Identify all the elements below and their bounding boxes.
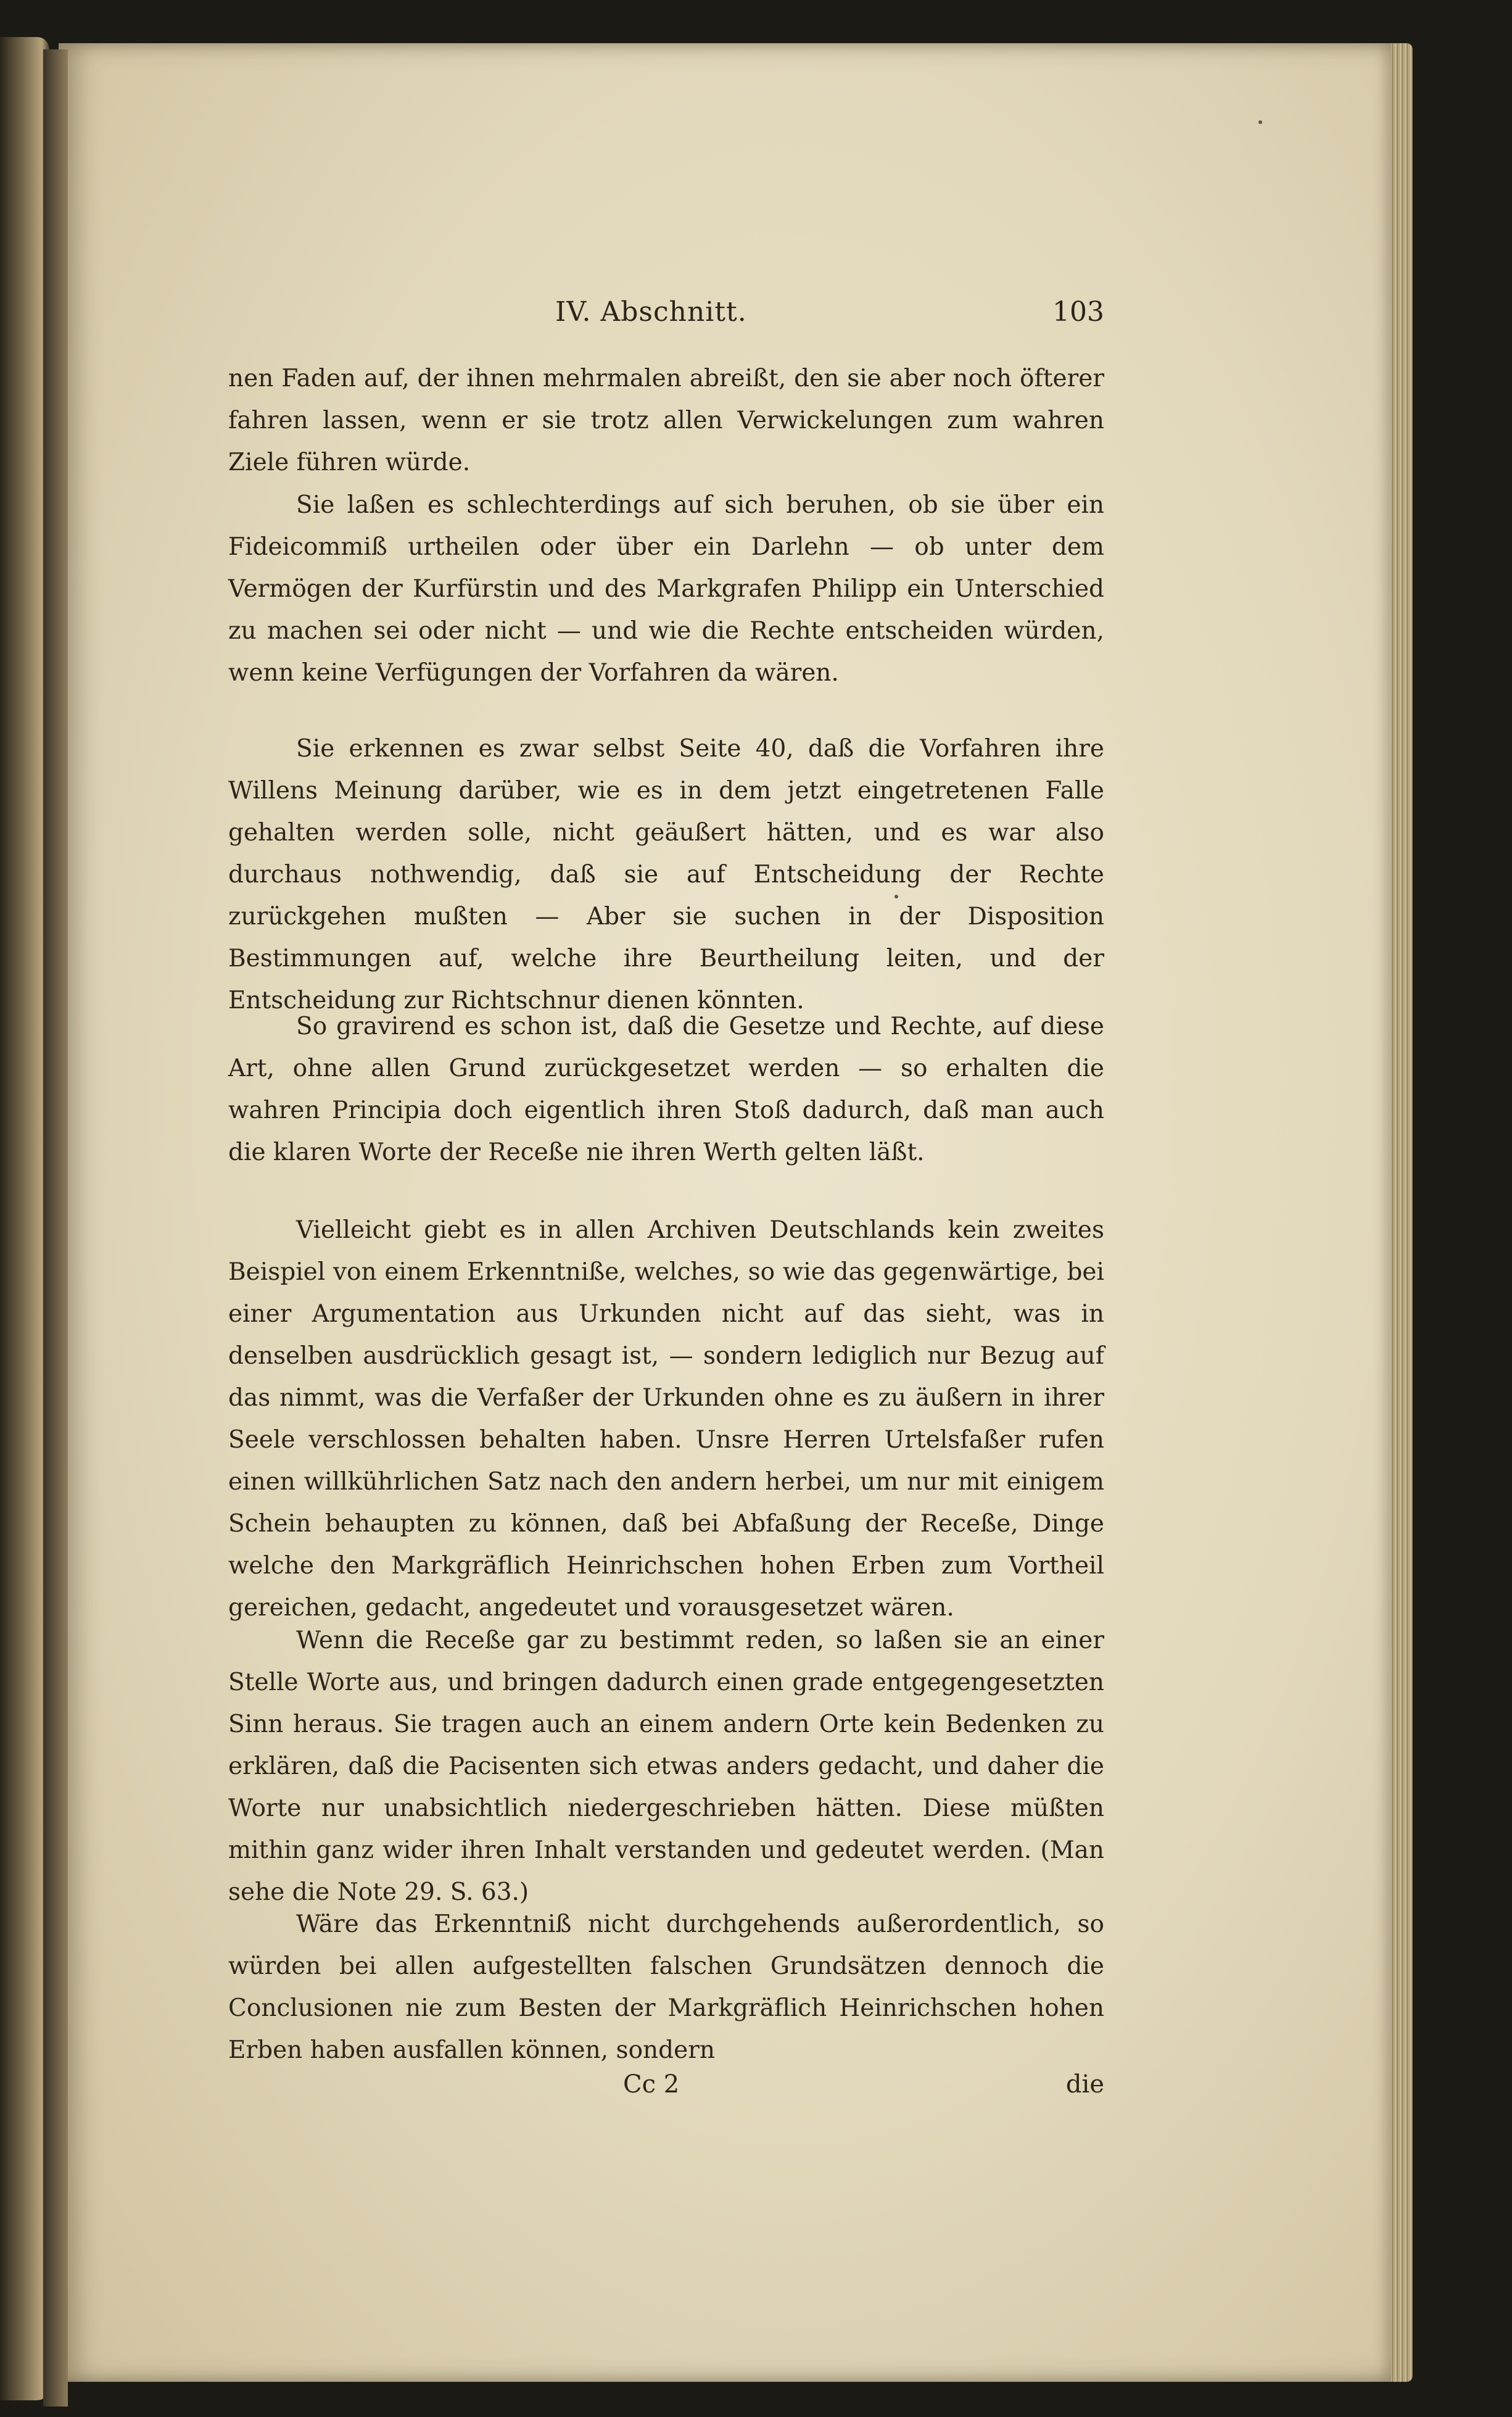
running-head xyxy=(228,296,1104,333)
paragraph-4: So gravirend es schon ist, daß die Gesetze und Rechte, auf diese Art, ohne allen Grund zurückgesetzet werden — so erhalten die wahren Principia doch eigentlich ihren Stoß dadurch, daß man auch die klaren Worte der Receße nie ihren Werth gelten läßt. xyxy=(228,1013,1104,1166)
signature-mark: Cc 2 xyxy=(623,2070,680,2099)
catchword: die xyxy=(1065,2070,1104,2099)
paragraph-1: nen Faden auf, der ihnen mehrmalen abreißt, den sie aber noch öfterer fahren lassen, wenn er sie trotz allen Verwickelungen zum wahren Ziele führen würde. xyxy=(228,365,1104,476)
paragraph-5: Vielleicht giebt es in allen Archiven Deutschlands kein zweites Beispiel von einem Erkenntniße, welches, so wie das gegenwärtige, bei einer Argumentation aus Urkunden nicht auf das sieht, was in denselben ausdrücklich gesagt ist, — sondern lediglich nur Bezug auf das nimmt, was die Verfaßer der Urkunden ohne es zu äußern in ihrer Seele verschlossen behalten haben. Unsre Herren Urtelsfaßer rufen einen willkührlichen Satz nach den andern herbei, um nur mit einigem Schein behaupten zu können, daß bei Abfaßung der Receße, Dinge welche den Markgräflich Heinrichschen hohen Erben zum Vortheil gereichen, gedacht, angedeutet und vorausgesetzet wären. xyxy=(228,1216,1104,1622)
paragraph-2: Sie laßen es schlechterdings auf sich beruhen, ob sie über ein Fideicommiß urtheilen oder über ein Darlehn — ob unter dem Vermögen der Kurfürstin und des Markgrafen Philipp ein Unterschied zu machen sei oder nicht — und wie die Rechte entscheiden würden, wenn keine Verfügungen der Vorfahren da wären. xyxy=(228,491,1104,687)
left-page-edge xyxy=(0,37,49,2400)
running-title: IV. Abschnitt. xyxy=(555,296,747,328)
paper-speck xyxy=(1258,120,1262,124)
paragraph-6: Wenn die Receße gar zu bestimmt reden, so laßen sie an einer Stelle Worte aus, und bringen dadurch einen grade entgegengesetzten Sinn heraus. Sie tragen auch an einem andern Orte kein Bedenken zu erklären, daß die Pacisenten sich etwas anders gedacht, und daher die Worte nur unabsichtlich niedergeschrieben hätten. Diese müßten mithin ganz wider ihren Inhalt verstanden und gedeutet werden. (Man sehe die Note 29. S. 63.) xyxy=(228,1627,1104,1906)
paper-speck xyxy=(894,895,898,898)
gutter-shadow xyxy=(43,49,68,2407)
book-page xyxy=(59,43,1391,2382)
paragraph-7: Wäre das Erkenntniß nicht durchgehends außerordentlich, so würden bei allen aufgestellten falschen Grundsätzen dennoch die Conclusionen nie zum Besten der Markgräflich Heinrichschen hohen Erben haben ausfallen können, sondern xyxy=(228,1910,1104,2064)
page-number: 103 xyxy=(1052,296,1104,328)
paragraph-3: Sie erkennen es zwar selbst Seite 40, daß die Vorfahren ihre Willens Meinung darüber, wie es in dem jetzt eingetretenen Falle gehalten werden solle, nicht geäußert hätten, und es war also durchaus nothwendig, daß sie auf Entscheidung der Rechte zurückgehen mußten — Aber sie suchen in der Disposition Bestimmungen auf, welche ihre Beurtheilung leiten, und der Entscheidung zur Richtschnur dienen könnten. xyxy=(228,735,1104,1014)
page-footer xyxy=(228,2070,1104,2107)
